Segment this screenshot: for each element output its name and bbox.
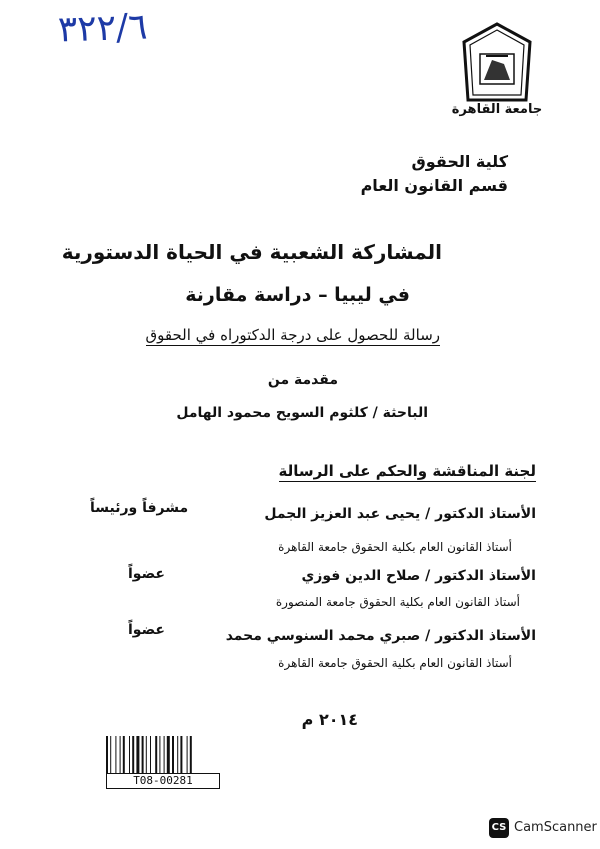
thesis-year: ٢٠١٤ م xyxy=(301,710,358,729)
barcode-bar xyxy=(136,736,139,774)
barcode-bar xyxy=(129,736,130,774)
logo-caption: جامعة القاهرة xyxy=(451,102,543,117)
barcode-number: T08-00281 xyxy=(106,773,220,789)
thesis-title: المشاركة الشعبية في الحياة الدستورية xyxy=(61,240,442,264)
barcode-bar xyxy=(146,736,147,774)
barcode-bar xyxy=(150,736,151,774)
committee-member-role: عضواً xyxy=(128,622,165,638)
barcode xyxy=(104,736,220,774)
committee-member-affiliation: أستاذ القانون العام بكلية الحقوق جامعة القاهرة xyxy=(278,540,512,554)
researcher-name: الباحثة / كلثوم السويح محمود الهامل xyxy=(176,405,428,421)
handwritten-note: ٣٢٢/٦ xyxy=(57,6,149,51)
committee-member-affiliation: أستاذ القانون العام بكلية الحقوق جامعة المنصورة xyxy=(275,595,520,609)
barcode-bar xyxy=(190,736,192,774)
committee-member-role: عضواً xyxy=(128,566,165,582)
barcode-bar xyxy=(187,736,188,774)
barcode-bar xyxy=(172,736,174,774)
presented-by-label: مقدمة من xyxy=(267,372,338,388)
camscanner-logo-icon: CS xyxy=(489,818,509,838)
thesis-subtitle: في ليبيا – دراسة مقارنة xyxy=(185,284,410,306)
department-name: قسم القانون العام xyxy=(360,176,508,195)
faculty-name: كلية الحقوق xyxy=(411,152,508,171)
barcode-bar xyxy=(110,736,111,774)
barcode-bar xyxy=(180,736,182,774)
committee-member-name: الأستاذ الدكتور / صبري محمد السنوسي محمد xyxy=(225,628,536,644)
barcode-bar xyxy=(164,736,165,774)
barcode-bar xyxy=(106,736,108,774)
barcode-bar xyxy=(177,736,178,774)
barcode-bar xyxy=(167,736,170,774)
committee-member-name: الأستاذ الدكتور / صلاح الدين فوزي xyxy=(301,568,536,584)
barcode-bar xyxy=(142,736,144,774)
committee-member-affiliation: أستاذ القانون العام بكلية الحقوق جامعة القاهرة xyxy=(278,656,512,670)
barcode-bar xyxy=(123,736,125,774)
barcode-bar xyxy=(132,736,134,774)
committee-member-name: الأستاذ الدكتور / يحيى عبد العزيز الجمل xyxy=(264,506,536,522)
barcode-bar xyxy=(120,736,121,774)
barcode-bar xyxy=(159,736,160,774)
barcode-bar xyxy=(115,736,116,774)
barcode-bar xyxy=(155,736,157,774)
committee-heading: لجنة المناقشة والحكم على الرسالة xyxy=(278,462,536,480)
thesis-purpose: رسالة للحصول على درجة الدكتوراه في الحقوق xyxy=(145,326,440,344)
camscanner-watermark: CamScanner xyxy=(514,820,597,835)
committee-member-role: مشرفاً ورئيساً xyxy=(90,500,189,516)
